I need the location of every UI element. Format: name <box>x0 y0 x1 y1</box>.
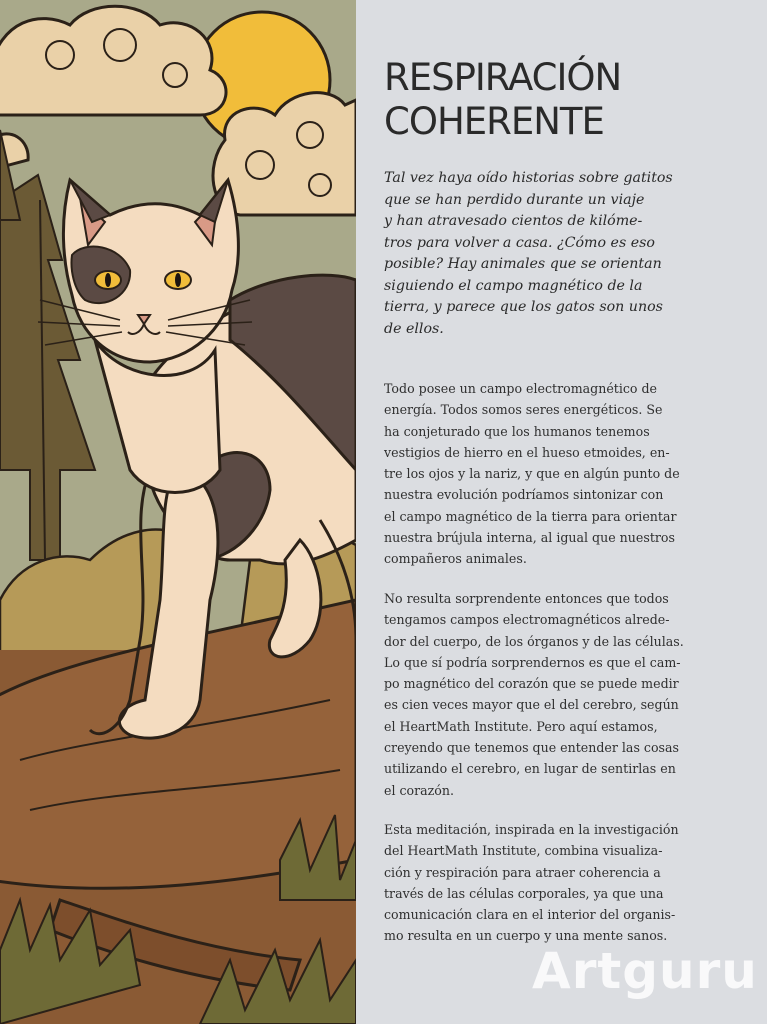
body-line: tre los ojos y la nariz, y que en algún punto de <box>384 466 680 482</box>
body-line: energía. Todos somos seres energéticos. Se <box>384 402 663 418</box>
body-line: el HeartMath Institute. Pero aquí estamos, <box>384 718 658 734</box>
intro-line: siguiendo el campo magnético de la <box>384 277 643 294</box>
body-line: nuestra evolución podríamos sintonizar con <box>384 487 664 503</box>
intro-line: tros para volver a casa. ¿Cómo es eso <box>384 234 655 251</box>
title-line: RESPIRACIÓN <box>384 56 622 99</box>
intro-line: y han atravesado cientos de kilóme- <box>384 213 643 229</box>
body-line: No resulta sorprendente entonces que todos <box>384 591 669 606</box>
body-line: nuestra brújula interna, al igual que nuestros <box>384 530 675 546</box>
intro-line: que se han perdido durante un viaje <box>384 191 645 208</box>
body-paragraph <box>384 588 724 801</box>
body-line: mo resulta en un cuerpo y una mente sanos. <box>384 928 668 944</box>
body-line: ción y respiración para atraer coherencia a <box>384 864 661 880</box>
body-paragraph <box>384 819 724 947</box>
body-line: tengamos campos electromagnéticos alrede- <box>384 612 670 628</box>
body-paragraph <box>384 378 724 570</box>
intro-line: de ellos. <box>384 320 444 337</box>
body-line: compañeros animales. <box>384 551 527 567</box>
intro-line: Tal vez haya oído historias sobre gatitos <box>384 170 673 186</box>
body-line: po magnético del corazón que se puede medir <box>384 676 679 692</box>
watermark-logo: Artguru <box>532 942 758 1000</box>
page-title <box>384 56 621 144</box>
body-line: es cien veces mayor que el del cerebro, según <box>384 697 679 713</box>
body-line: el corazón. <box>384 782 454 798</box>
cat-illustration <box>0 0 356 1024</box>
body-line: el campo magnético de la tierra para orientar <box>384 508 677 524</box>
body-line: utilizando el cerebro, en lugar de sentirlas en <box>384 761 676 777</box>
body-line: Esta meditación, inspirada en la investigación <box>384 822 679 837</box>
text-panel <box>356 0 767 1024</box>
intro-line: tierra, y parece que los gatos son unos <box>384 299 663 315</box>
body-line: Todo posee un campo electromagnético de <box>384 381 658 396</box>
body-line: vestigios de hierro en el hueso etmoides, en- <box>384 444 670 460</box>
body-line: ha conjeturado que los humanos tenemos <box>384 423 650 439</box>
body-line: del HeartMath Institute, combina visualiza- <box>384 843 663 859</box>
intro-line: posible? Hay animales que se orientan <box>384 256 662 272</box>
body-line: Lo que sí podría sorprendernos es que el cam- <box>384 654 681 670</box>
intro-paragraph <box>384 168 714 340</box>
body-line: creyendo que tenemos que entender las cosas <box>384 740 679 756</box>
body-line: dor del cuerpo, de los órganos y de las células. <box>384 633 684 649</box>
body-line: comunicación clara en el interior del organis- <box>384 907 676 923</box>
title-line: COHERENTE <box>384 100 604 143</box>
body-line: través de las células corporales, ya que una <box>384 885 664 901</box>
